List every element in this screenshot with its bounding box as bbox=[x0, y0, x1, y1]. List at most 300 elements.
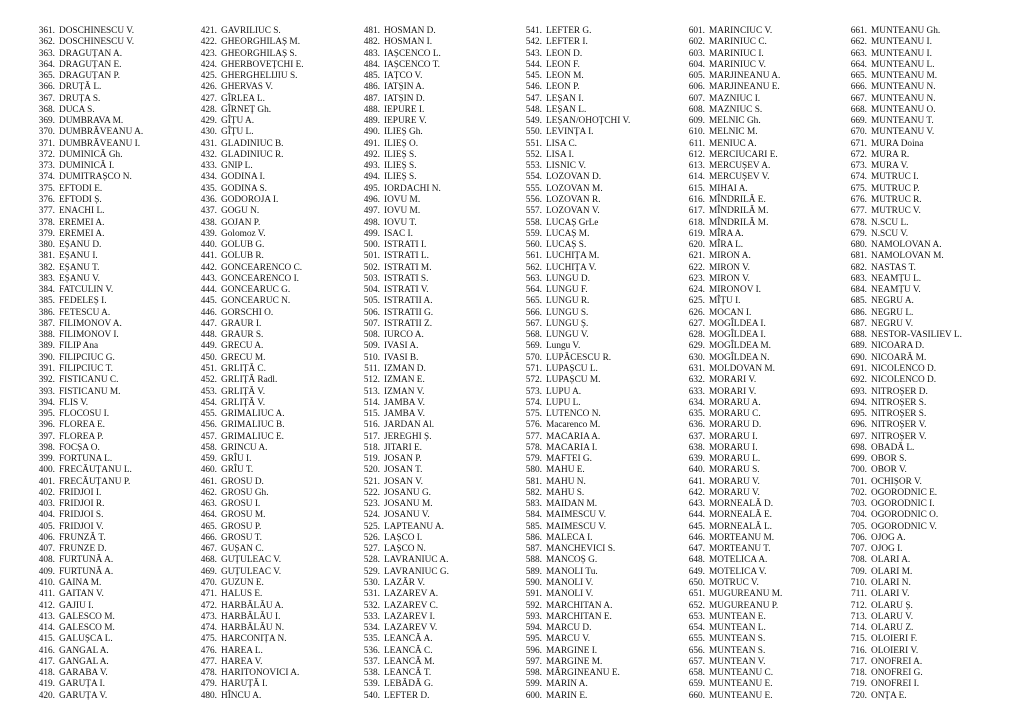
list-item-number: 455. bbox=[200, 409, 217, 420]
list-item-name: MURA Doina bbox=[871, 138, 924, 149]
list-item-name: GRÎU I. bbox=[221, 454, 252, 465]
list-item-number: 496. bbox=[363, 194, 380, 205]
list-item bbox=[521, 488, 681, 499]
list-item bbox=[196, 409, 356, 420]
list-item-name: JOSAN V. bbox=[384, 476, 423, 487]
list-item-number: 398. bbox=[38, 442, 55, 453]
list-item-number: 514. bbox=[363, 397, 380, 408]
list-item bbox=[359, 601, 519, 612]
list-item bbox=[846, 589, 1006, 600]
list-item-name: HOSMAN D. bbox=[384, 26, 436, 36]
list-item-name: NITROȘER V. bbox=[871, 431, 927, 442]
list-item bbox=[521, 195, 681, 206]
list-item-number: 657. bbox=[688, 656, 705, 667]
list-item-name: MAHU N. bbox=[546, 476, 586, 487]
list-item-name: HARBĂLĂU I. bbox=[221, 611, 281, 622]
list-item-number: 448. bbox=[200, 330, 217, 341]
list-item bbox=[846, 172, 1006, 183]
list-item bbox=[846, 668, 1006, 679]
list-item-name: LAPTEANU A. bbox=[384, 521, 444, 532]
list-item bbox=[846, 308, 1006, 319]
list-item-number: 695. bbox=[850, 409, 867, 420]
list-item bbox=[359, 341, 519, 352]
list-item-number: 624. bbox=[688, 285, 705, 296]
list-item-name: GAITAN V. bbox=[59, 589, 104, 600]
list-item-number: 420. bbox=[38, 690, 55, 701]
list-item bbox=[684, 240, 844, 251]
list-item-number: 568. bbox=[525, 330, 542, 341]
list-item-number: 642. bbox=[688, 487, 705, 498]
list-item bbox=[34, 555, 194, 566]
list-item-number: 603. bbox=[688, 48, 705, 59]
list-item-name: FATCULIN V. bbox=[59, 285, 114, 296]
list-item-name: GORSCHI O. bbox=[221, 307, 274, 318]
list-item bbox=[521, 510, 681, 521]
list-item-number: 648. bbox=[688, 555, 705, 566]
list-item-number: 461. bbox=[200, 476, 217, 487]
list-item bbox=[196, 454, 356, 465]
list-item bbox=[521, 341, 681, 352]
list-item-name: LUNGU S. bbox=[546, 307, 589, 318]
list-item bbox=[846, 37, 1006, 48]
list-item bbox=[846, 184, 1006, 195]
list-item-number: 525. bbox=[363, 521, 380, 532]
list-item-name: MUGUREANU P. bbox=[709, 600, 779, 611]
list-item-number: 560. bbox=[525, 240, 542, 251]
list-item-name: MACARIA A. bbox=[546, 431, 601, 442]
list-item-name: GAJIU I. bbox=[59, 600, 94, 611]
list-item bbox=[521, 71, 681, 82]
list-item-name: GALESCO M. bbox=[59, 611, 115, 622]
list-item-number: 694. bbox=[850, 397, 867, 408]
list-item bbox=[359, 319, 519, 330]
list-item-name: HAREA L. bbox=[221, 645, 263, 656]
list-item-name: MAZNIUC S. bbox=[709, 104, 763, 115]
list-item-number: 687. bbox=[850, 318, 867, 329]
list-item bbox=[846, 364, 1006, 375]
list-item-number: 369. bbox=[38, 116, 55, 127]
list-item-number: 716. bbox=[850, 645, 867, 656]
list-item-name: IVASI A. bbox=[384, 341, 419, 352]
list-item-number: 424. bbox=[200, 59, 217, 70]
list-item bbox=[684, 432, 844, 443]
list-item-number: 557. bbox=[525, 206, 542, 217]
list-item bbox=[684, 139, 844, 150]
list-item-name: MUNTEANU Gh. bbox=[871, 26, 941, 36]
list-item-number: 643. bbox=[688, 499, 705, 510]
list-item-number: 595. bbox=[525, 634, 542, 645]
list-item-name: MÎNDRILĂ M. bbox=[709, 217, 769, 228]
list-item bbox=[684, 589, 844, 600]
list-item-name: MARIN E. bbox=[546, 690, 588, 701]
list-item-number: 680. bbox=[850, 240, 867, 251]
list-item-number: 666. bbox=[850, 82, 867, 93]
list-item-number: 476. bbox=[200, 645, 217, 656]
list-item-name: GONCEARUC G. bbox=[221, 285, 291, 296]
list-item bbox=[34, 364, 194, 375]
list-item-name: GRIMALIUC B. bbox=[221, 420, 285, 431]
list-item-name: HAREA V. bbox=[221, 656, 263, 667]
list-item-number: 486. bbox=[363, 82, 380, 93]
list-item-name: LEȘAN I. bbox=[546, 93, 584, 104]
list-item-number: 714. bbox=[850, 623, 867, 634]
list-item-number: 656. bbox=[688, 645, 705, 656]
list-item-name: HARCONIȚA N. bbox=[221, 634, 287, 645]
list-item bbox=[846, 533, 1006, 544]
list-item bbox=[34, 420, 194, 431]
list-item-name: LEANCĂ T. bbox=[384, 668, 432, 679]
list-item-name: LAȘCO N. bbox=[384, 544, 426, 555]
list-item-name: MARGINE M. bbox=[546, 656, 603, 667]
list-item-name: MORNEALĂ E. bbox=[709, 510, 773, 521]
list-item-name: FILIP Ana bbox=[59, 341, 99, 352]
list-item bbox=[359, 285, 519, 296]
list-item bbox=[34, 127, 194, 138]
list-item-name: LEANCĂ M. bbox=[384, 656, 435, 667]
list-item-name: OBADĂ L. bbox=[871, 442, 915, 453]
list-item-name: GRINCU A. bbox=[221, 442, 268, 453]
list-item bbox=[196, 172, 356, 183]
list-item-name: LEON P. bbox=[546, 82, 580, 93]
list-item-name: ISTRATII A. bbox=[384, 296, 433, 307]
list-item bbox=[846, 646, 1006, 657]
list-item-number: 655. bbox=[688, 634, 705, 645]
list-item bbox=[359, 274, 519, 285]
list-item-name: MUNTEANU V. bbox=[871, 127, 935, 138]
list-item bbox=[196, 116, 356, 127]
list-item bbox=[34, 522, 194, 533]
list-item-number: 460. bbox=[200, 465, 217, 476]
list-item-number: 706. bbox=[850, 532, 867, 543]
list-item-number: 598. bbox=[525, 668, 542, 679]
list-item-number: 552. bbox=[525, 149, 542, 160]
list-item-number: 623. bbox=[688, 273, 705, 284]
list-item bbox=[34, 601, 194, 612]
list-item bbox=[846, 353, 1006, 364]
list-item bbox=[521, 634, 681, 645]
list-item-name: IZMAN V. bbox=[384, 386, 425, 397]
list-item-number: 675. bbox=[850, 183, 867, 194]
list-item bbox=[196, 251, 356, 262]
list-item bbox=[196, 465, 356, 476]
list-item-name: DUMBRĂVEANU I. bbox=[59, 138, 141, 149]
list-item bbox=[196, 646, 356, 657]
list-item-number: 487. bbox=[363, 93, 380, 104]
list-item bbox=[196, 375, 356, 386]
list-item bbox=[521, 544, 681, 555]
list-item-name: GRIMALIUC A. bbox=[221, 409, 285, 420]
list-item bbox=[359, 296, 519, 307]
list-item-name: FLOREA P. bbox=[59, 431, 104, 442]
list-item-number: 451. bbox=[200, 363, 217, 374]
list-item bbox=[684, 465, 844, 476]
list-item-name: IZMAN E. bbox=[384, 375, 425, 386]
list-item-name: DUMITRAȘCO N. bbox=[59, 172, 132, 183]
list-item-name: ILIEȘ S. bbox=[384, 172, 417, 183]
list-item-number: 404. bbox=[38, 510, 55, 521]
list-item-number: 619. bbox=[688, 228, 705, 239]
list-item bbox=[196, 364, 356, 375]
list-item-number: 417. bbox=[38, 656, 55, 667]
list-item-number: 564. bbox=[525, 285, 542, 296]
list-item bbox=[521, 533, 681, 544]
list-item-number: 445. bbox=[200, 296, 217, 307]
list-item bbox=[846, 218, 1006, 229]
list-item-name: FRECĂUȚANU P. bbox=[59, 476, 131, 487]
list-item-number: 539. bbox=[363, 679, 380, 690]
list-item-number: 688. bbox=[850, 330, 867, 341]
list-item-number: 434. bbox=[200, 172, 217, 183]
list-item bbox=[684, 612, 844, 623]
list-item-name: LAVRANIUC A. bbox=[384, 555, 449, 566]
list-item bbox=[684, 477, 844, 488]
list-item-name: IOVU M. bbox=[384, 206, 421, 217]
list-item-number: 413. bbox=[38, 611, 55, 622]
list-item-number: 363. bbox=[38, 48, 55, 59]
list-item-name: MORARU L. bbox=[709, 454, 761, 465]
list-item bbox=[846, 601, 1006, 612]
list-item bbox=[521, 387, 681, 398]
list-item bbox=[34, 37, 194, 48]
list-item bbox=[846, 26, 1006, 37]
list-item-number: 366. bbox=[38, 82, 55, 93]
list-item-number: 518. bbox=[363, 442, 380, 453]
list-item-name: DUCA S. bbox=[59, 104, 95, 115]
list-item-name: LEVINȚA I. bbox=[546, 127, 594, 138]
list-item bbox=[521, 454, 681, 465]
list-item bbox=[846, 454, 1006, 465]
list-item-number: 537. bbox=[363, 656, 380, 667]
list-item-number: 574. bbox=[525, 397, 542, 408]
list-item bbox=[359, 26, 519, 37]
list-item-number: 478. bbox=[200, 668, 217, 679]
list-item-number: 371. bbox=[38, 138, 55, 149]
list-item bbox=[359, 82, 519, 93]
list-item-name: FRIDJOI I. bbox=[59, 487, 102, 498]
list-item-number: 702. bbox=[850, 487, 867, 498]
list-item bbox=[34, 679, 194, 690]
list-item-name: MOCAN I. bbox=[709, 307, 752, 318]
list-item-name: MUNTEAN E. bbox=[709, 611, 766, 622]
list-item-number: 582. bbox=[525, 487, 542, 498]
list-item-number: 442. bbox=[200, 262, 217, 273]
list-item-number: 447. bbox=[200, 318, 217, 329]
list-item-name: FURTUNĂ A. bbox=[59, 566, 114, 577]
list-item-number: 470. bbox=[200, 578, 217, 589]
list-item-number: 439. bbox=[200, 228, 217, 239]
list-item bbox=[521, 555, 681, 566]
list-item-name: MAIMESCU V. bbox=[546, 521, 607, 532]
list-item-number: 671. bbox=[850, 138, 867, 149]
list-item-number: 517. bbox=[363, 431, 380, 442]
list-item bbox=[521, 206, 681, 217]
list-item-name: MOGÎLDEA I. bbox=[709, 318, 766, 329]
list-item-number: 629. bbox=[688, 341, 705, 352]
list-item-number: 617. bbox=[688, 206, 705, 217]
list-item bbox=[34, 105, 194, 116]
list-item-name: LEȘAN/OHOȚCHI V. bbox=[546, 116, 631, 127]
list-item bbox=[196, 691, 356, 702]
list-item-name: DRUȚA S. bbox=[59, 93, 101, 104]
list-item-name: MORARU S. bbox=[709, 465, 760, 476]
list-item-number: 681. bbox=[850, 251, 867, 262]
list-item bbox=[34, 691, 194, 702]
list-item-name: FLOREA E. bbox=[59, 420, 105, 431]
list-item-number: 618. bbox=[688, 217, 705, 228]
list-item-number: 443. bbox=[200, 273, 217, 284]
list-item bbox=[521, 589, 681, 600]
list-item-number: 556. bbox=[525, 194, 542, 205]
list-item-number: 482. bbox=[363, 37, 380, 48]
list-item-number: 440. bbox=[200, 240, 217, 251]
list-item-name: JOSANU G. bbox=[384, 487, 432, 498]
list-item-number: 565. bbox=[525, 296, 542, 307]
list-item-number: 376. bbox=[38, 194, 55, 205]
list-item-name: MURA V. bbox=[871, 161, 909, 172]
list-item-name: OBOR V. bbox=[871, 465, 907, 476]
list-item bbox=[684, 116, 844, 127]
list-item-name: MÎRA L. bbox=[709, 240, 744, 251]
list-item-number: 553. bbox=[525, 161, 542, 172]
list-item-number: 649. bbox=[688, 566, 705, 577]
list-item bbox=[359, 263, 519, 274]
list-item-name: NITROȘER V. bbox=[871, 420, 927, 431]
list-item-name: NITROȘER D. bbox=[871, 386, 928, 397]
list-item-name: LUCAȘ S. bbox=[546, 240, 587, 251]
list-item-name: HARUȚĂ I. bbox=[221, 679, 268, 690]
list-item bbox=[34, 623, 194, 634]
list-item-number: 498. bbox=[363, 217, 380, 228]
list-item-number: 586. bbox=[525, 532, 542, 543]
list-item-name: ONOFREI A. bbox=[871, 656, 923, 667]
list-item-number: 665. bbox=[850, 71, 867, 82]
list-item-number: 570. bbox=[525, 352, 542, 363]
list-item bbox=[196, 37, 356, 48]
list-item bbox=[196, 139, 356, 150]
list-item-name: MIRON V. bbox=[709, 273, 750, 284]
list-item-name: LUCAȘ M. bbox=[546, 228, 590, 239]
list-item bbox=[359, 612, 519, 623]
list-item-name: GROSU M. bbox=[221, 510, 266, 521]
list-item-number: 554. bbox=[525, 172, 542, 183]
list-item-number: 397. bbox=[38, 431, 55, 442]
list-item bbox=[196, 49, 356, 60]
list-item-name: JAMBA V. bbox=[384, 397, 425, 408]
list-item-name: MORARU A. bbox=[709, 397, 761, 408]
list-item-name: GÎȚU L. bbox=[221, 127, 254, 138]
list-item-name: HALUS E. bbox=[221, 589, 263, 600]
list-item-name: DUMBRĂVEANU A. bbox=[59, 127, 144, 138]
list-item bbox=[196, 555, 356, 566]
list-item bbox=[521, 398, 681, 409]
list-item-name: NEGRU L. bbox=[871, 307, 914, 318]
list-item-name: LUPAȘCU M. bbox=[546, 375, 601, 386]
list-item bbox=[521, 184, 681, 195]
list-item-name: LOZOVAN V. bbox=[546, 206, 600, 217]
list-item-name: OBOR S. bbox=[871, 454, 907, 465]
list-item-number: 607. bbox=[688, 93, 705, 104]
list-item-number: 372. bbox=[38, 149, 55, 160]
list-item-number: 450. bbox=[200, 352, 217, 363]
list-item bbox=[34, 206, 194, 217]
list-item-number: 669. bbox=[850, 116, 867, 127]
list-item-name: ILIEȘ S. bbox=[384, 149, 417, 160]
list-item-number: 567. bbox=[525, 318, 542, 329]
list-item-number: 713. bbox=[850, 611, 867, 622]
list-item bbox=[34, 49, 194, 60]
list-item-name: JOSAN P. bbox=[384, 454, 422, 465]
list-item-number: 604. bbox=[688, 59, 705, 70]
list-item bbox=[359, 375, 519, 386]
list-item bbox=[521, 263, 681, 274]
list-item-name: JOSANU M. bbox=[384, 499, 433, 510]
list-item-name: ILIEȘ S. bbox=[384, 161, 417, 172]
list-item-name: LUTENCO N. bbox=[546, 409, 601, 420]
list-item bbox=[196, 285, 356, 296]
list-item-name: JARDAN Al. bbox=[384, 420, 435, 431]
list-item bbox=[521, 274, 681, 285]
list-item bbox=[34, 375, 194, 386]
name-column-4 bbox=[521, 26, 681, 702]
name-column-3 bbox=[359, 26, 519, 702]
list-item-name: GHERBOVEȚCHI E. bbox=[221, 59, 304, 70]
list-item-name: GAVRILIUC S. bbox=[221, 26, 281, 36]
list-item bbox=[846, 679, 1006, 690]
list-item-name: EREMEI A. bbox=[59, 217, 105, 228]
list-item bbox=[34, 308, 194, 319]
list-item-name: FILIPCIUC G. bbox=[59, 352, 115, 363]
list-item-number: 551. bbox=[525, 138, 542, 149]
list-item-number: 614. bbox=[688, 172, 705, 183]
list-item-number: 441. bbox=[200, 251, 217, 262]
list-item-name: ILIEȘ Gh. bbox=[384, 127, 423, 138]
list-item-name: FRIDJOI S. bbox=[59, 510, 104, 521]
list-item bbox=[34, 263, 194, 274]
list-item-name: IEPURE I. bbox=[384, 104, 425, 115]
list-item-name: OJOG A. bbox=[871, 532, 906, 543]
list-item-number: 505. bbox=[363, 296, 380, 307]
list-item-number: 625. bbox=[688, 296, 705, 307]
list-item-number: 458. bbox=[200, 442, 217, 453]
list-item-number: 412. bbox=[38, 600, 55, 611]
list-item-number: 494. bbox=[363, 172, 380, 183]
list-item bbox=[359, 195, 519, 206]
list-item bbox=[684, 296, 844, 307]
list-item-number: 411. bbox=[39, 589, 55, 600]
list-item-number: 701. bbox=[850, 476, 867, 487]
list-item-number: 402. bbox=[38, 487, 55, 498]
list-item bbox=[196, 679, 356, 690]
list-item-name: OLOIERI V. bbox=[871, 645, 919, 656]
list-item bbox=[521, 94, 681, 105]
list-item-number: 611. bbox=[689, 138, 705, 149]
list-item-number: 535. bbox=[363, 634, 380, 645]
list-item-number: 543. bbox=[525, 48, 542, 59]
list-item-name: MARCHITAN E. bbox=[546, 611, 612, 622]
list-item-number: 432. bbox=[200, 149, 217, 160]
list-item bbox=[684, 308, 844, 319]
list-item-name: IAȘCENCO L. bbox=[384, 48, 441, 59]
list-item-name: MAIMESCU V. bbox=[546, 510, 607, 521]
list-item-name: FORTUNA L. bbox=[59, 454, 113, 465]
list-item bbox=[521, 60, 681, 71]
list-item bbox=[684, 172, 844, 183]
list-item-number: 636. bbox=[688, 420, 705, 431]
list-item-number: 459. bbox=[200, 454, 217, 465]
list-item-name: NEAMȚU V. bbox=[871, 285, 921, 296]
list-item-name: MANOLI Tu. bbox=[546, 566, 598, 577]
list-item-number: 572. bbox=[525, 375, 542, 386]
